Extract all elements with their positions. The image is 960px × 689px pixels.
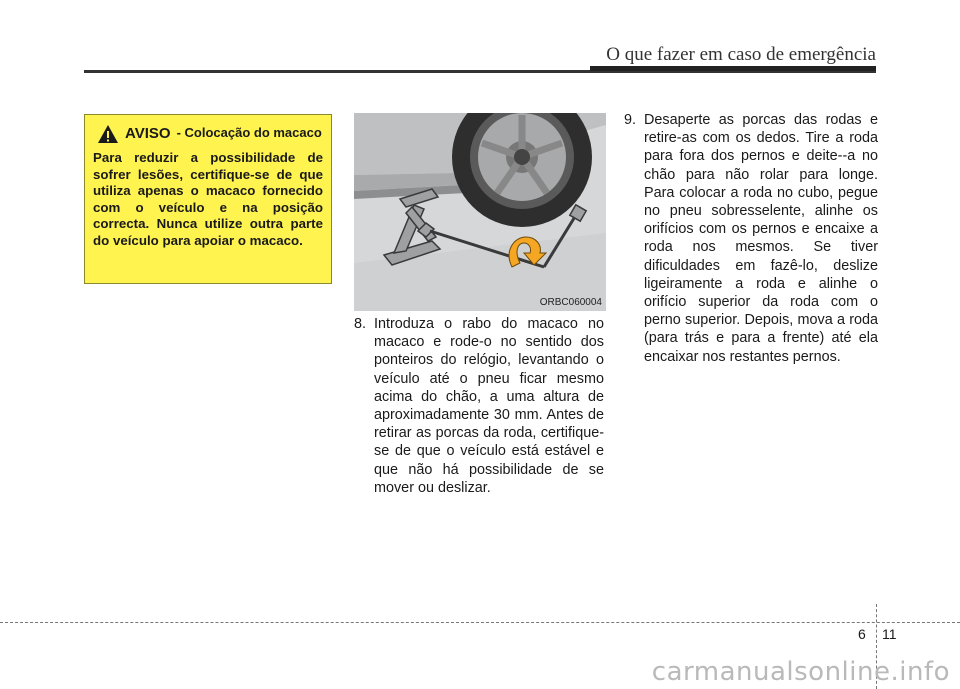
warning-label: AVISO	[125, 125, 171, 142]
figure-code: ORBC060004	[539, 297, 602, 308]
jack-illustration	[354, 113, 606, 311]
chapter-number: 6	[858, 626, 866, 642]
footer-divider	[0, 622, 960, 623]
step-number: 8.	[354, 316, 367, 332]
warning-subtitle: - Colocação do macaco	[176, 125, 322, 140]
jack-illustration-drawing	[354, 113, 606, 311]
step-text: Desaperte as porcas das rodas e retire-as com os dedos. Tire a roda para fora dos pernos e deite--a no chão para não rolar para longe. Para colocar a roda no cubo, pegue no pneu sobresselente, alinhe os orifícios com os pernos e encaixe a roda nos mesmos. Se tiver dificuldades em fazê-lo, deslize ligeiramente a roda e alinhe o orifício superior da roda com o perno superior. Depois, mova a roda (para trás e para a frente) até ela encaixar nos restantes pernos.	[644, 112, 878, 365]
step-9	[624, 111, 878, 366]
warning-triangle-icon	[97, 124, 119, 144]
section-title: O que fazer em caso de emergência	[606, 44, 876, 65]
warning-text: Para reduzir a possibilidade de sofrer lesões, certifique-se de que utiliza apenas o macaco fornecido com o veículo e na posição correcta. Nunca utilize outra parte do veículo para apoiar o macaco.	[93, 150, 323, 248]
warning-heading	[97, 125, 323, 144]
step-8	[354, 315, 604, 497]
page-number: 11	[882, 626, 897, 642]
warning-box	[84, 114, 332, 284]
watermark: carmanualsonline.info	[651, 657, 950, 687]
header-divider-accent	[590, 66, 876, 71]
step-text: Introduza o rabo do macaco no macaco e rode-o no sentido dos ponteiros do relógio, levantando o veículo até o pneu ficar mesmo acima do chão, a uma altura de aproximadamente 30 mm. Antes de retirar as porcas da roda, certifique-se de que o veículo está estável e que não há possibilidade de se mover ou deslizar.	[374, 316, 604, 496]
step-number: 9.	[624, 112, 637, 128]
